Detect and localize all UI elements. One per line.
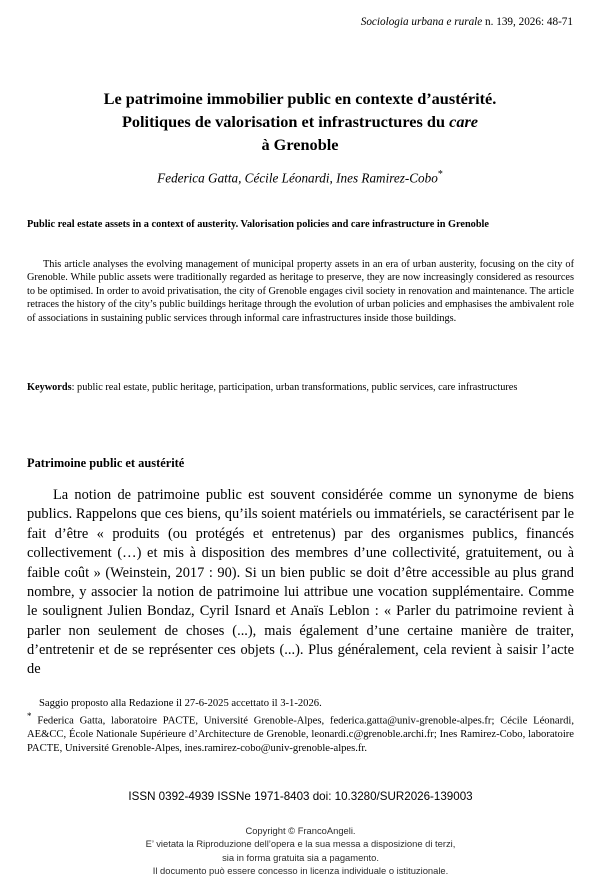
footnote-star-marker: * — [27, 710, 32, 721]
article-title-line-1: Le patrimoine immobilier public en contexte d’austérité. — [103, 88, 497, 108]
article-title-line-3: à Grenoble — [261, 135, 339, 155]
copyright-line-1: Copyright © FrancoAngeli. — [245, 825, 356, 836]
journal-name: Sociologia urbana e rurale — [360, 16, 483, 28]
footnote-block — [27, 697, 574, 755]
author-footnote-marker: * — [437, 169, 443, 180]
footnote-affiliations — [27, 711, 574, 756]
english-subtitle: Public real estate assets in a context of austerity. Valorisation policies and care infrastructure in Grenoble — [27, 219, 489, 230]
copyright-line-2: E’ vietata la Riproduzione dell’opera e la sua messa a disposizione di terzi, — [145, 838, 456, 850]
author-names: Federica Gatta, Cécile Léonardi, Ines Ramirez-Cobo — [157, 170, 438, 186]
body-text-block — [27, 486, 574, 680]
section-heading: Patrimoine public et austérité — [27, 456, 185, 471]
copyright-notice — [27, 824, 574, 877]
journal-issue-info: n. 139, 2026: 48-71 — [482, 16, 573, 28]
abstract-block — [27, 258, 574, 325]
keywords-label: Keywords — [27, 382, 72, 393]
footnote-submission-note: Saggio proposto alla Redazione il 27-6-2025 accettato il 3-1-2026. — [39, 698, 322, 709]
keywords-block — [27, 381, 574, 394]
article-title-line-2: Politiques de valorisation et infrastructures du — [121, 112, 450, 132]
body-paragraph-1: La notion de patrimoine public est souvent considérée comme un synonyme de biens publics. Rappelons que ces biens, qu’ils soient matériels ou immatériels, se caractérisent par le fait d’être « produits (ou protégés et entretenus) par des organismes publics, financés collectivement (…) et mis à disposition des membres d’une collectivité, gratuitement, ou à faible coût » (Weinstein, 2017 : 90). Si un bien public se doit d’être accessible au plus grand nombre, y associer la notion de patrimoine lui attribue une vocation supplémentaire. Comme le soulignent Julien Bondaz, Cyril Isnard et Anaïs Leblon : « Parler du patrimoine revient à parler non seulement de choses (...), mais également d’une certaine manière de traiter, d’entretenir et de se représenter ces objets (...). Plus généralement, cela revient à saisir l’acte de — [27, 487, 574, 678]
copyright-line-4: Il documento può essere concesso in licenza individuale o istituzionale. — [152, 865, 449, 877]
journal-header — [27, 16, 573, 29]
page-title — [27, 87, 573, 156]
article-title-italic-term: care — [449, 112, 479, 132]
keywords-values: : public real estate, public heritage, participation, urban transformations, public services, care infrastructures — [71, 382, 518, 393]
issn-doi-line: ISSN 0392-4939 ISSNe 1971-8403 doi: 10.3280/SUR2026-139003 — [128, 790, 473, 803]
author-list — [27, 168, 573, 187]
copyright-line-3: sia in forma gratuita sia a pagamento. — [222, 851, 379, 863]
abstract-paragraph: This article analyses the evolving management of municipal property assets in an era of urban austerity, focusing on the city of Grenoble. While public assets were traditionally regarded as heritage to preserve, they are now increasingly considered as resources to be optimised. In order to avoid privatisation, the city of Grenoble engages civil society in renovation and maintenance. The article retraces the history of the city’s public buildings heritage through the evolution of urban policies and emphasises the ambivalent role of associations in sustaining public services through informal care infrastructures inside those buildings. — [27, 259, 574, 324]
footnote-affiliations-text: Federica Gatta, laboratoire PACTE, Université Grenoble-Alpes, federica.gatta@univ-grenoble-alpes.fr; Cécile Léonardi, AE&CC, École Nationale Supérieure d’Architecture de Grenoble, leonardi.c@grenoble.archi.fr; Ines Ramirez-Cobo, laboratoire PACTE, Université Grenoble-Alpes, ines.ramirez-cobo@univ-grenoble-alpes.fr. — [27, 715, 574, 754]
